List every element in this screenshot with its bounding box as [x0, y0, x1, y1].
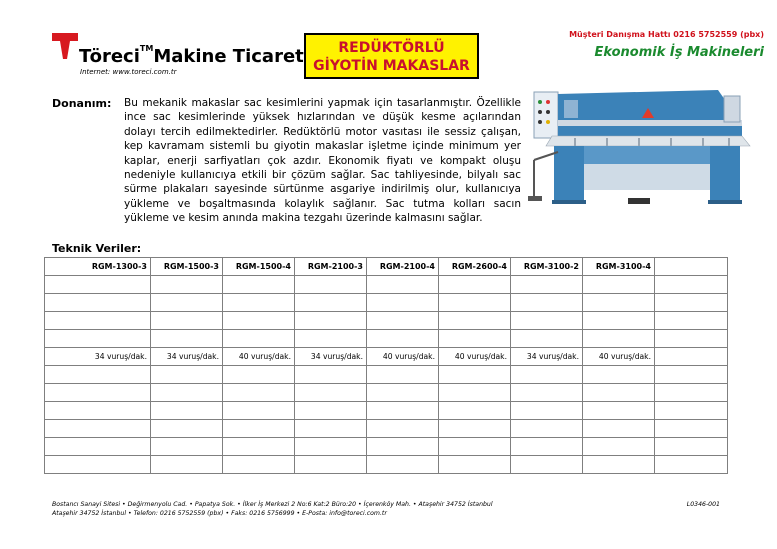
table-row — [45, 420, 728, 438]
brand-name-part2: Makine Ticaret — [153, 46, 304, 67]
model-cell: RGM-2100-3 — [295, 258, 367, 276]
table-cell — [583, 330, 655, 348]
table-cell — [45, 402, 151, 420]
table-cell — [295, 420, 367, 438]
table-cell — [439, 438, 511, 456]
table-cell — [295, 366, 367, 384]
table-cell — [583, 366, 655, 384]
table-cell — [655, 312, 728, 330]
table-cell — [151, 312, 223, 330]
table-cell — [295, 402, 367, 420]
table-row — [45, 366, 728, 384]
table-cell — [45, 438, 151, 456]
table-cell — [151, 294, 223, 312]
table-cell — [295, 438, 367, 456]
table-cell — [583, 294, 655, 312]
table-cell — [439, 276, 511, 294]
table-header-row — [45, 258, 728, 276]
table-cell — [511, 384, 583, 402]
table-cell — [367, 384, 439, 402]
table-cell — [45, 276, 151, 294]
table-cell — [151, 402, 223, 420]
table-cell — [655, 438, 728, 456]
table-cell — [151, 366, 223, 384]
table-cell — [511, 456, 583, 474]
table-row — [45, 276, 728, 294]
table-cell — [45, 366, 151, 384]
table-cell — [655, 330, 728, 348]
table-cell — [655, 420, 728, 438]
table-cell — [655, 366, 728, 384]
table-row — [45, 384, 728, 402]
table-cell — [45, 312, 151, 330]
table-cell — [223, 456, 295, 474]
technical-data-label: Teknik Veriler: — [52, 242, 142, 255]
table-cell — [367, 294, 439, 312]
table-cell — [583, 456, 655, 474]
table-row — [45, 438, 728, 456]
model-cell: RGM-2600-4 — [439, 258, 511, 276]
table-row — [45, 294, 728, 312]
speed-cell: 40 vuruş/dak. — [439, 348, 511, 366]
table-cell — [583, 438, 655, 456]
table-cell — [223, 402, 295, 420]
table-cell — [151, 276, 223, 294]
brand-name — [79, 46, 304, 67]
table-cell — [583, 312, 655, 330]
table-cell — [367, 438, 439, 456]
website-link[interactable]: Internet: www.toreci.com.tr — [80, 68, 177, 76]
table-cell — [367, 312, 439, 330]
table-cell — [655, 294, 728, 312]
table-cell — [439, 384, 511, 402]
speed-row — [45, 348, 728, 366]
speed-cell: 34 vuruş/dak. — [511, 348, 583, 366]
table-cell — [223, 330, 295, 348]
table-cell — [295, 330, 367, 348]
table-row — [45, 312, 728, 330]
table-cell — [151, 384, 223, 402]
table-cell — [45, 294, 151, 312]
footer-address: Bostancı Sanayi Sitesi • Değirmenyolu Cad. • Papatya Sok. • İlker İş Merkezi 2 No:6 Kat:2 Büro:20 • İçerenköy Mah. • Ataşehir 34752 İstanbul — [52, 501, 493, 508]
table-cell — [655, 402, 728, 420]
customer-hotline: Müşteri Danışma Hattı 0216 5752559 (pbx) — [569, 30, 764, 39]
equipment-description: Bu mekanik makaslar sac kesimlerini yapmak için tasarlanmıştır. Özellikle ince sac kesimlerinde yüksek hızlarından ve düşük kesme açılarından dolayı tercih edilmektedirler. Redüktörlü motor vasıtası ile sessiz çalışan, kep kavramam sistemli bu giyotin makaslar işletme içinde minimum yer kaplar, enerji sarfiyatları çok azdır. Ekonomik fiyatı ve kompakt oluşu nedeniyle kullanıcıya etkili bir çözüm sağlar. Sac tahliyesinde, bilyalı sac sürme plakaları sayesinde sürtünme asgariye indirilmiş olur, kullanıcıya yükleme ve boşaltmasında kolaylık sağlanır. Sac tutma kolları sacın yükleme ve kesim anında makina tezgahı üzerinde kalmasını sağlar. — [124, 97, 521, 225]
table-cell — [223, 384, 295, 402]
table-cell — [45, 420, 151, 438]
model-cell: RGM-1300-3 — [45, 258, 151, 276]
table-row — [45, 402, 728, 420]
table-cell — [295, 294, 367, 312]
speed-cell: 34 vuruş/dak. — [295, 348, 367, 366]
table-cell — [655, 384, 728, 402]
table-cell — [295, 384, 367, 402]
table-cell — [367, 366, 439, 384]
table-cell — [151, 438, 223, 456]
speed-cell: 40 vuruş/dak. — [583, 348, 655, 366]
table-cell — [583, 402, 655, 420]
table-cell — [295, 456, 367, 474]
table-cell — [511, 402, 583, 420]
table-cell — [511, 438, 583, 456]
model-cell: RGM-1500-4 — [223, 258, 295, 276]
table-row — [45, 456, 728, 474]
document-code: L0346-001 — [686, 501, 720, 508]
trademark-sign: TM — [139, 44, 154, 53]
table-cell — [511, 276, 583, 294]
model-cell: RGM-3100-4 — [583, 258, 655, 276]
model-cell: RGM-3100-2 — [511, 258, 583, 276]
table-cell — [367, 330, 439, 348]
table-cell — [439, 420, 511, 438]
speed-cell: 34 vuruş/dak. — [45, 348, 151, 366]
table-cell — [439, 330, 511, 348]
table-cell — [655, 276, 728, 294]
table-cell — [151, 330, 223, 348]
empty-cell — [655, 348, 728, 366]
equipment-label: Donanım: — [52, 97, 112, 110]
model-cell: RGM-2100-4 — [367, 258, 439, 276]
table-cell — [45, 384, 151, 402]
table-cell — [511, 330, 583, 348]
table-cell — [511, 294, 583, 312]
table-cell — [439, 294, 511, 312]
table-cell — [583, 276, 655, 294]
table-cell — [511, 420, 583, 438]
table-cell — [295, 276, 367, 294]
technical-data-table — [44, 257, 728, 474]
guillotine-machine-image — [528, 80, 768, 220]
table-cell — [223, 420, 295, 438]
table-cell — [439, 402, 511, 420]
empty-cell — [655, 258, 728, 276]
company-slogan: Ekonomik İş Makineleri — [594, 45, 764, 60]
table-cell — [223, 294, 295, 312]
product-title-box — [304, 33, 479, 79]
speed-cell: 40 vuruş/dak. — [367, 348, 439, 366]
model-cell: RGM-1500-3 — [151, 258, 223, 276]
toreci-logo-icon — [52, 33, 78, 59]
table-cell — [45, 330, 151, 348]
table-cell — [367, 456, 439, 474]
table-row — [45, 330, 728, 348]
table-cell — [367, 420, 439, 438]
table-cell — [511, 312, 583, 330]
speed-cell: 40 vuruş/dak. — [223, 348, 295, 366]
table-cell — [223, 366, 295, 384]
speed-cell: 34 vuruş/dak. — [151, 348, 223, 366]
table-cell — [511, 366, 583, 384]
table-cell — [151, 456, 223, 474]
table-cell — [45, 456, 151, 474]
table-cell — [655, 456, 728, 474]
table-cell — [151, 420, 223, 438]
table-cell — [223, 438, 295, 456]
table-cell — [223, 276, 295, 294]
brand-name-part1: Töreci — [79, 46, 140, 67]
table-cell — [583, 384, 655, 402]
table-cell — [439, 456, 511, 474]
table-cell — [367, 276, 439, 294]
product-title-line1: REDÜKTÖRLÜ — [338, 40, 445, 56]
table-cell — [295, 312, 367, 330]
product-title-line2: GİYOTİN MAKASLAR — [313, 58, 470, 74]
table-cell — [367, 402, 439, 420]
table-cell — [583, 420, 655, 438]
table-cell — [223, 312, 295, 330]
table-cell — [439, 366, 511, 384]
table-cell — [439, 312, 511, 330]
footer-contact: Ataşehir 34752 İstanbul • Telefon: 0216 5752559 (pbx) • Faks: 0216 5756999 • E-Posta: info@toreci.com.tr — [52, 510, 387, 517]
